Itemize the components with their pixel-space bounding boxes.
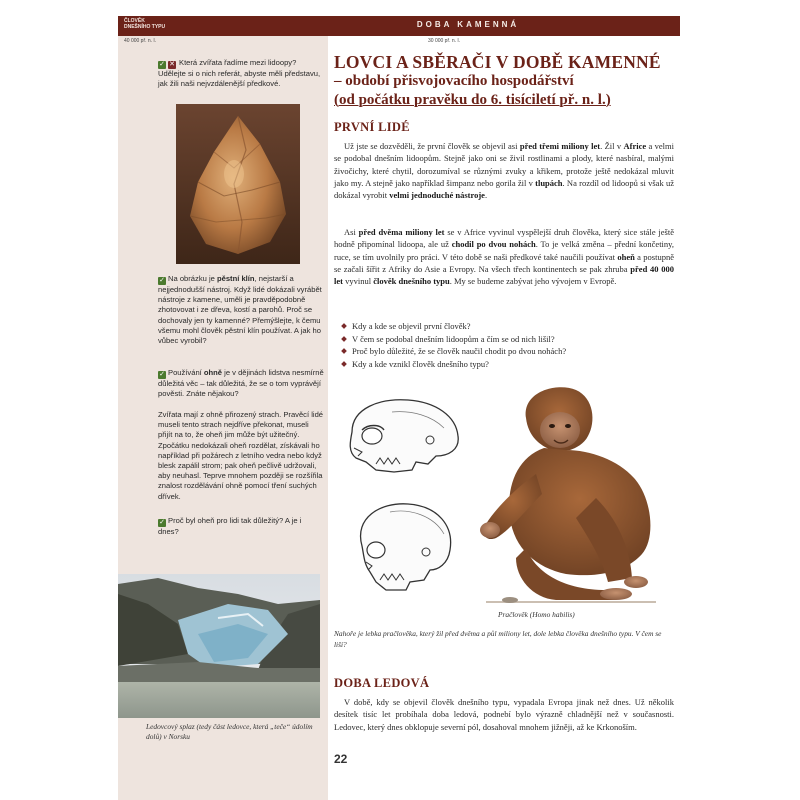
skull-caption: Nahoře je lebka pračlověka, který žil před dvěma a půl miliony let, dole lebka člověka dnešního typu. V čem se liší? [334,629,662,649]
s1p2-e: . To je velká změna – přední končetiny, ruce, se tím uvolnily pro práci. V této době se naši předkové také naučili používat [334,239,674,262]
sidebar-question-1 [158,58,324,89]
sidebar-question-2-text: Proč byl oheň pro lidi tak důležitý? A je i dnes? [158,516,302,536]
sidebar-p2-bold: ohně [203,368,223,377]
timeline-left: 40 000 př. n. l. [124,38,156,44]
sidebar-fire-text: Zvířata mají z ohně přirozený strach. Pravěcí lidé museli tento strach nejdříve překonat, museli přijít na to, že oheň jim může být užitečný. Zpočátku nedokázali oheň rozdělat, získávali ho například při požárech z letního vedra nebo když blesk zapálil strom; pak oheň pečlivě udržovali, aby neuhasl. Teprve mnohem později se rozšířila znalost rozdělávání ohně pomocí tření suchých dřívek. [158,410,324,501]
sidebar-p1-pre: Na obrázku je [168,274,217,283]
page-number: 22 [334,752,348,766]
s1p2-a: Asi [344,227,359,237]
s1p1-c: . Žil v [600,141,624,151]
homo-habilis-illustration [466,378,666,608]
header-era-line2: DNEŠNÍHO TYPU [124,24,166,30]
chapter-title-line1: LOVCI A SBĚRAČI V DOBĚ KAMENNÉ [334,52,661,72]
s1p2-i: vyvinul [342,276,374,287]
cross-icon: ✕ [169,61,175,68]
s1p2-c: se v Africe vyvinul vyspělejší druh člověka, který sice stále ještě hodně připomínal lidoopa, ale už [334,227,674,250]
check-icon: ✓ [159,371,165,378]
s1p2-g: a postupně se začali šířit z Afriky do Asie a Evropy. Na všech třech kontinentech se pak zhruba [334,251,675,274]
question-item: Kdy a kde se objevil první člověk? [342,320,672,333]
chapter-title-line3: (od počátku pravěku do 6. tisíciletí př. n. l.) [334,92,611,108]
s1p1-d: Africe [623,141,647,151]
check-icon: ✓ [159,519,165,526]
sidebar-question-2 [158,516,324,537]
s1p1-h: velmi jednoduché nástroje [389,190,485,201]
header-era-label [124,18,165,30]
ice-age-paragraph: V době, kdy se objevil člověk dnešního typu, vypadala Evropa jinak než dnes. Už několik desítek tisíc let probíhala doba ledová, podnebí bylo výrazně chladnější než v současnosti. Ledovec, který dnes obklopuje severní pól, dosahoval mnohem jižněji, až ke Krkonoším. [334,697,674,732]
header-era-line1: ČLOVĚK [124,18,145,24]
glacier-photo [118,574,320,718]
s1p2-j: člověk dnešního typu [373,276,450,287]
timeline-right: 30 000 př. n. l. [428,38,460,44]
glacier-caption: Ledovcový splaz (tedy část ledovce, která „teče“ údolím dolů) v Norsku [146,722,313,741]
s1p2-f: oheň [617,251,635,262]
section-heading-first-people: PRVNÍ LIDÉ [334,120,410,134]
first-people-paragraph-2 [334,226,674,287]
first-people-paragraph-1 [334,140,674,201]
question-item: Kdy a kde vznikl člověk dnešního typu? [342,358,672,371]
sidebar-p2-pre: Používání [168,368,204,377]
s1p1-f: tlupách [535,177,563,188]
sidebar-p1-post: , nejstarší a nejjednodušší nástroj. Když lidé dokázali vyrábět nástroje z kamene, uměli je pravděpodobně zhotovovat i ze dřeva, kostí a parohů. Proč se dochovaly jen ty kamenné? Přemýšlejte, k čemu všemu mohl člověk pěstní klín používat. A jak ho vůbec vyrobil? [158,274,322,346]
s1p2-b: před dvěma miliony let [358,227,445,237]
hand-axe-photo [176,104,300,264]
check-icon: ✓ [159,277,165,284]
header-title: DOBA KAMENNÁ [416,20,520,29]
s1p1-a: Už jste se dozvěděli, že první člověk se objevil asi [344,141,520,151]
chapter-title-line2: – období přisvojovacího hospodářství [334,73,574,89]
homo-habilis-caption: Pračlověk (Homo habilis) [498,610,575,619]
question-list [342,320,672,370]
skull-modern-human-illustration [340,498,458,594]
skull-homo-habilis-illustration [332,392,464,478]
question-item: V čem se podobal dnešním lidoopům a čím se od nich lišil? [342,333,672,346]
check-icon: ✓ [159,61,165,68]
header-bar [118,16,680,36]
question-item: Proč bylo důležité, že se člověk naučil chodit po dvou nohách? [342,345,672,358]
s1p2-k: . My se budeme zabývat jeho vývojem v Evropě. [449,276,617,287]
chapter-title [334,52,674,110]
sidebar-p2-post: je v dějinách lidstva nesmírně důležitá věc – tak důležitá, že se o tom vyprávějí pověsti. Znáte nějakou? [158,368,324,399]
s1p1-b: před třemi miliony let [519,141,601,151]
sidebar-fire-question [158,368,324,399]
s1p1-i: . [484,190,488,201]
s1p2-h: před 40 000 let [334,263,674,287]
sidebar-question-1-text: Která zvířata řadíme mezi lidoopy? Udělejte si o nich referát, abyste měli představu, jak žili naši nejvzdálenější předkové. [158,58,321,89]
section-heading-ice-age: DOBA LEDOVÁ [334,676,430,690]
sidebar-hand-axe-text [158,274,324,346]
s1p2-d: chodil po dvou nohách [451,239,536,250]
s1p1-g: . Na rozdíl od lidoopů si však už dokázal vyrobit [334,177,674,201]
sidebar-p1-bold: pěstní klín [216,274,255,283]
s1p1-e: a velmi se podobal dnešním lidoopům. Stejně jako oni se živil rostlinami a plody, které nasbíral, malými živočichy, které chytil, dorozumíval se různými zvuky a křikem, protože ještě nedokázal mluvit jako my. A stejně jako například šimpanz nebo gorila žil v [334,141,674,188]
